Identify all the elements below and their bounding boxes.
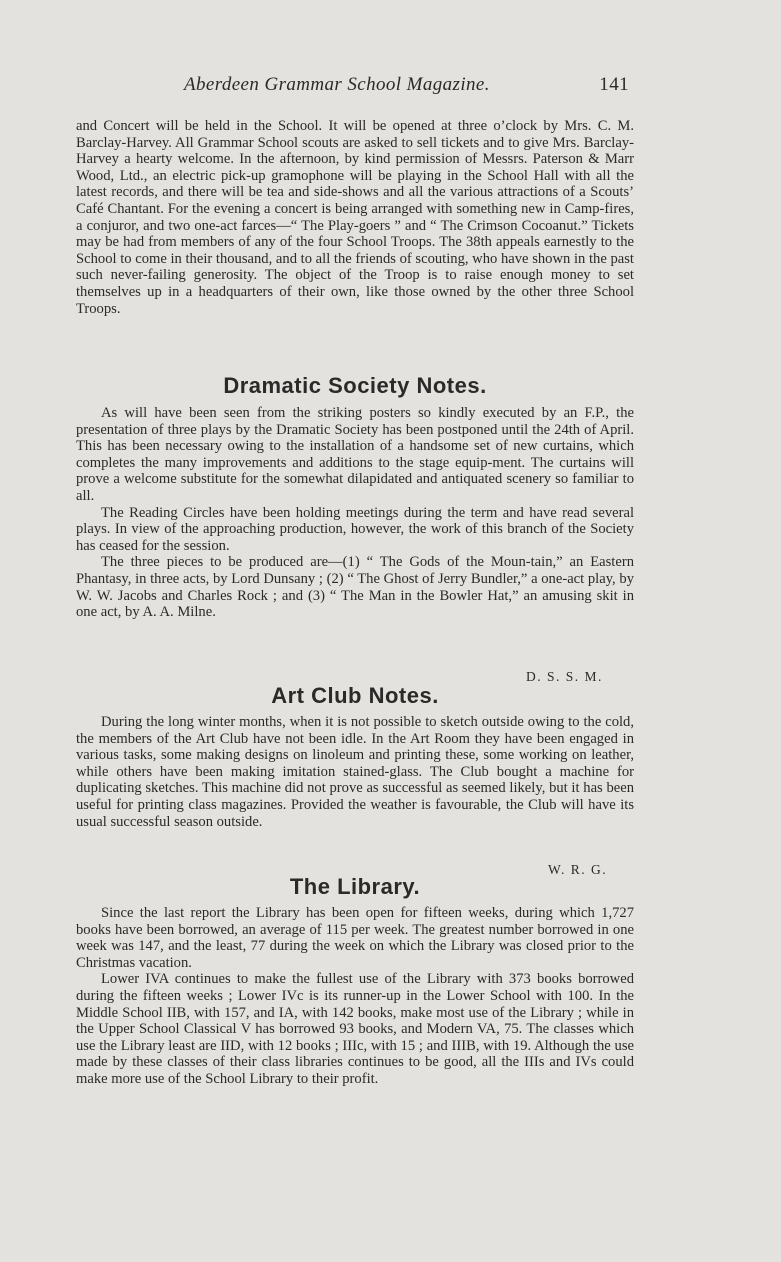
dramatic-paragraph-3: The three pieces to be produced are—(1) “ The Gods of the Moun-tain,” an Eastern Phantasy, in three acts, by Lord Dunsany ; (2) “ The Ghost of Jerry Bundler,” a one-act play, by W. W. Jacobs and Charles Rock ; and (3) “ The Man in the Bowler Hat,” an amusing skit in one act, by A. A. Milne.	[76, 554, 634, 621]
page-number: 141	[599, 74, 629, 95]
scouts-continuation	[76, 118, 634, 317]
magazine-title: Aberdeen Grammar School Magazine.	[184, 74, 490, 95]
art-club-heading: Art Club Notes.	[271, 683, 439, 708]
dramatic-paragraph-2: The Reading Circles have been holding meetings during the term and have read several plays. In view of the approaching production, however, the work of this branch of the Society has ceased for the session.	[76, 504, 634, 554]
dramatic-paragraph-1: As will have been seen from the striking posters so kindly executed by an F.P., the presentation of three plays by the Dramatic Society has been postponed until the 24th of April. This has been necessary owing to the installation of a handsome set of new curtains, which completes the many improvements and additions to the stage equip-ment. The curtains will prove a welcome substitute for the somewhat dilapidated and antiquated scenery so familiar to all.	[76, 405, 634, 504]
dramatic-society-heading: Dramatic Society Notes.	[223, 373, 487, 398]
art-club-section	[76, 714, 634, 830]
scouts-paragraph: and Concert will be held in the School. It will be opened at three o’clock by Mrs. C. M. Barclay-Harvey. All Grammar School scouts are asked to sell tickets and to give Mrs. Barclay-Harvey a hearty welcome. In the afternoon, by kind permission of Messrs. Paterson & Marr Wood, Ltd., an electric pick-up gramophone will be playing in the School Hall with all the latest records, and there will be tea and side-shows and all the various attractions of a Scouts’ Café Chantant. For the evening a concert is being arranged with something new in Camp-fires, a conjuror, and two one-act farces—“ The Play-goers ” and “ The Crimson Cocoanut.” Tickets may be had from members of any of the four School Troops. The 38th appeals earnestly to the School to come in their thousand, and to all the friends of scouting, who have shown in the past such never-failing generosity. The object of the Troop is to raise enough money to set themselves up in a headquarters of their own, like those owned by the other three School Troops.	[76, 118, 634, 317]
library-paragraph-2: Lower IVA continues to make the fullest use of the Library with 373 books borrowed during the fifteen weeks ; Lower IVc is its runner-up in the Lower School with 100. In the Middle School IIB, with 157, and IA, with 142 books, make most use of the Library ; while in the Upper School Classical V has borrowed 93 books, and Modern VA, 75. The classes which use the Library least are IID, with 12 books ; IIIc, with 15 ; and IIIB, with 19. Although the use made by these classes of their class libraries continues to be good, all the IIIs and IVs could make more use of the School Library to their profit.	[76, 971, 634, 1087]
dramatic-signature: D. S. S. M.	[526, 669, 603, 684]
art-paragraph: During the long winter months, when it is not possible to sketch outside owing to the cold, the members of the Art Club have not been idle. In the Art Room they have been engaged in various tasks, some making designs on linoleum and printing these, some working on leather, while others have been making imitation stained-glass. The Club bought a machine for duplicating sketches. This machine did not prove as successful as seemed likely, but it has been useful for printing class magazines. Provided the weather is favourable, the Club will have its usual successful season outside.	[76, 714, 634, 830]
library-heading: The Library.	[289, 874, 421, 899]
art-signature: W. R. G.	[548, 862, 608, 877]
dramatic-society-section	[76, 405, 634, 621]
library-section	[76, 905, 634, 1088]
library-paragraph-1: Since the last report the Library has been open for fifteen weeks, during which 1,727 books have been borrowed, an average of 115 per week. The greatest number borrowed in one week was 147, and the least, 77 during the week on which the Library was closed prior to the Christmas vacation.	[76, 905, 634, 971]
